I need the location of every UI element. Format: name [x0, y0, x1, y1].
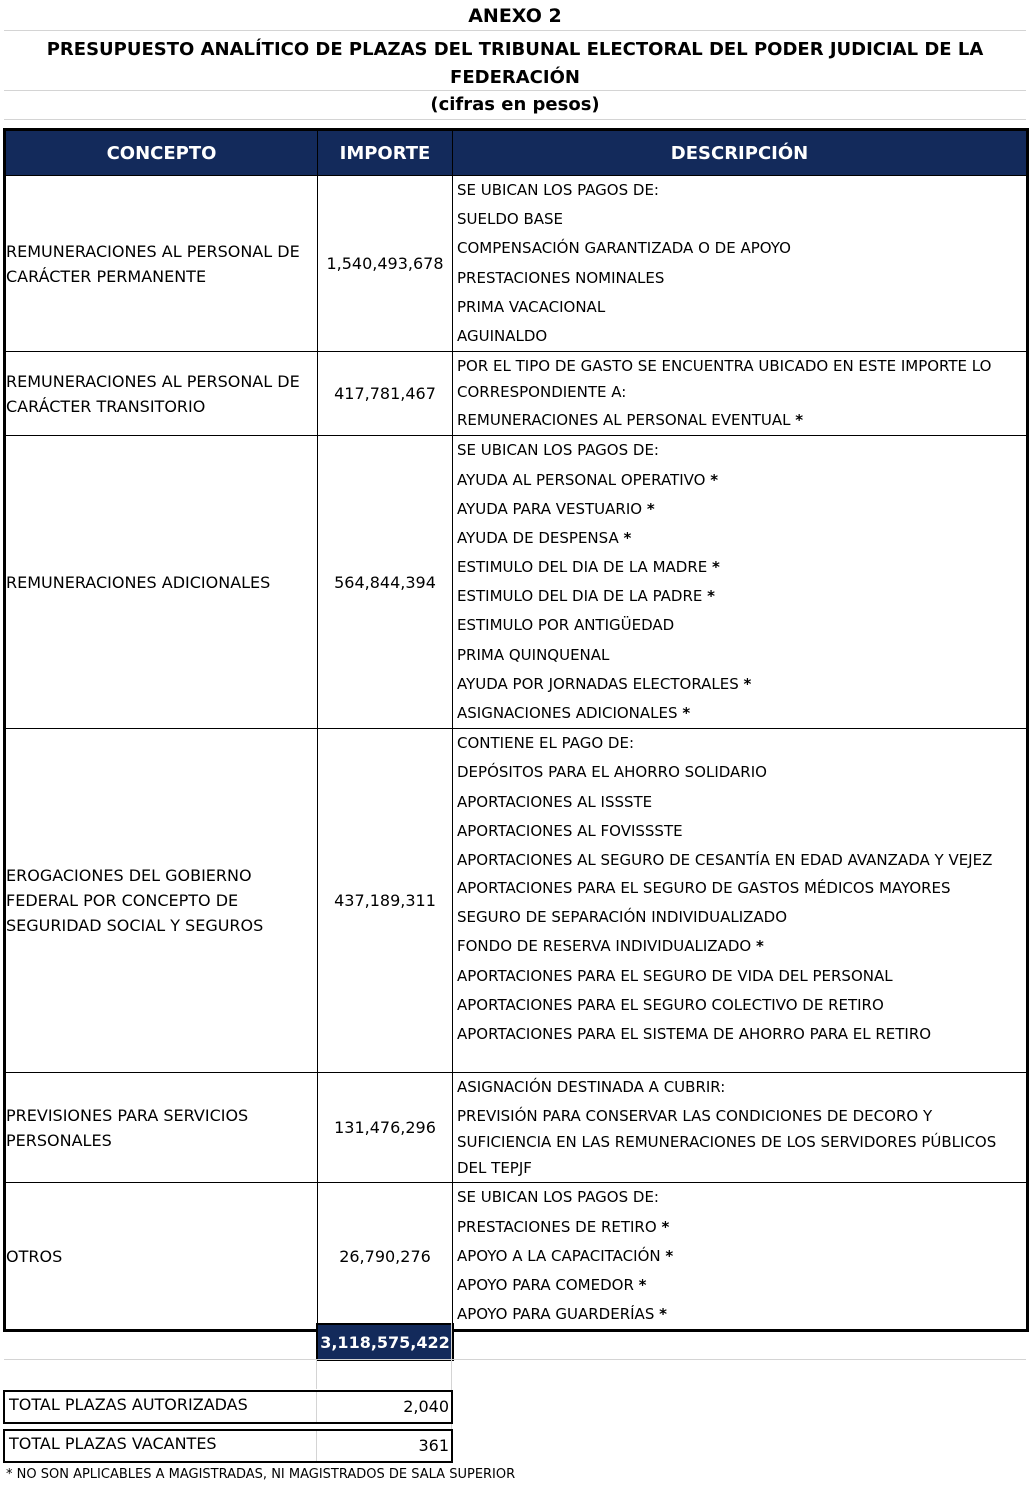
importe-cell: 26,790,276 [318, 1183, 453, 1331]
descripcion-cell [453, 352, 1028, 436]
descripcion-line [453, 611, 1026, 640]
descripcion-line [453, 234, 1026, 263]
table-row [5, 1073, 1028, 1183]
descripcion-line [453, 932, 1026, 961]
descripcion-line [453, 1271, 1026, 1300]
descripcion-text: PRESTACIONES DE RETIRO [457, 1217, 657, 1236]
descripcion-line [453, 406, 1026, 435]
asterisk-mark: * [682, 704, 691, 722]
descripcion-text: POR EL TIPO DE GASTO SE ENCUENTRA UBICADO EN ESTE IMPORTE LO CORRESPONDIENTE A: [457, 357, 992, 402]
descripcion-text: APORTACIONES PARA EL SISTEMA DE AHORRO PARA EL RETIRO [457, 1024, 932, 1043]
annex-label: ANEXO 2 [468, 5, 562, 27]
descripcion-cell [453, 729, 1028, 1073]
concepto-cell: PREVISIONES PARA SERVICIOS PERSONALES [5, 1073, 318, 1183]
descripcion-line [453, 1183, 1026, 1212]
descripcion-text: ASIGNACIONES ADICIONALES [457, 704, 678, 722]
descripcion-text: ESTIMULO DEL DIA DE LA MADRE [457, 558, 708, 577]
descripcion-line [453, 582, 1026, 611]
descripcion-line [453, 846, 1026, 874]
footnote: * NO SON APLICABLES A MAGISTRADAS, NI MAGISTRADOS DE SALA SUPERIOR [6, 1467, 516, 1482]
asterisk-mark: * [707, 587, 716, 606]
importe-cell: 417,781,467 [318, 352, 453, 436]
descripcion-line [453, 817, 1026, 846]
concepto-cell: REMUNERACIONES AL PERSONAL DE CARÁCTER PERMANENTE [5, 176, 318, 352]
descripcion-text: SE UBICAN LOS PAGOS DE: [457, 181, 659, 199]
descripcion-text: FONDO DE RESERVA INDIVIDUALIZADO [457, 937, 752, 956]
descripcion-text: APORTACIONES AL SEGURO DE CESANTÍA EN EDAD AVANZADA Y VEJEZ [457, 850, 993, 869]
descripcion-text: SE UBICAN LOS PAGOS DE: [457, 1188, 659, 1207]
descripcion-line [453, 641, 1026, 670]
budget-table [3, 128, 1029, 1332]
descripcion-text: APORTACIONES AL ISSSTE [457, 792, 653, 811]
descripcion-line [453, 293, 1026, 322]
gridline [316, 1359, 317, 1389]
descripcion-line [453, 352, 1026, 406]
descripcion-text: CONTIENE EL PAGO DE: [457, 734, 634, 753]
descripcion-cell [453, 1073, 1028, 1183]
descripcion-text: ASIGNACIÓN DESTINADA A CUBRIR: [457, 1078, 726, 1097]
grand-total: 3,118,575,422 [316, 1323, 454, 1361]
descripcion-text: APORTACIONES PARA EL SEGURO COLECTIVO DE RETIRO [457, 995, 884, 1014]
importe-cell: 1,540,493,678 [318, 176, 453, 352]
asterisk-mark: * [623, 528, 632, 547]
descripcion-text: APOYO PARA COMEDOR [457, 1275, 634, 1294]
descripcion-line [453, 788, 1026, 817]
descripcion-text: APORTACIONES AL FOVISSSTE [457, 821, 683, 840]
importe-cell: 131,476,296 [318, 1073, 453, 1183]
column-header-importe: IMPORTE [318, 130, 453, 176]
asterisk-mark: * [665, 1246, 674, 1265]
concepto-cell: REMUNERACIONES AL PERSONAL DE CARÁCTER TRANSITORIO [5, 352, 318, 436]
table-row [5, 352, 1028, 436]
document-subtitle: (cifras en pesos) [430, 94, 600, 115]
asterisk-mark: * [659, 1305, 667, 1324]
cell-divider [316, 1392, 317, 1422]
importe-cell: 437,189,311 [318, 729, 453, 1073]
descripcion-line [453, 874, 1026, 903]
descripcion-text: AYUDA POR JORNADAS ELECTORALES [457, 674, 739, 693]
descripcion-text: REMUNERACIONES AL PERSONAL EVENTUAL [457, 411, 791, 430]
asterisk-mark: * [710, 470, 719, 489]
summary-authorized-label: TOTAL PLAZAS AUTORIZADAS [9, 1395, 248, 1414]
descripcion-text: APORTACIONES PARA EL SEGURO DE GASTOS MÉDICOS MAYORES [457, 878, 951, 897]
descripcion-line [453, 524, 1026, 553]
descripcion-line [453, 322, 1026, 351]
descripcion-text: AYUDA DE DESPENSA [457, 528, 619, 547]
concepto-cell: REMUNERACIONES ADICIONALES [5, 436, 318, 729]
concepto-cell: EROGACIONES DEL GOBIERNO FEDERAL POR CONCEPTO DE SEGURIDAD SOCIAL Y SEGUROS [5, 729, 318, 1073]
document-title: PRESUPUESTO ANALÍTICO DE PLAZAS DEL TRIBUNAL ELECTORAL DEL PODER JUDICIAL DE LA FEDERACIÓN [46, 39, 984, 88]
descripcion-line [453, 729, 1026, 758]
descripcion-line [453, 991, 1026, 1020]
summary-vacant-label: TOTAL PLAZAS VACANTES [9, 1434, 217, 1453]
descripcion-text: SUELDO BASE [457, 210, 564, 229]
gridline [4, 30, 1026, 31]
descripcion-line [453, 264, 1026, 293]
descripcion-text: AYUDA PARA VESTUARIO [457, 499, 643, 518]
table-row [5, 1183, 1028, 1331]
descripcion-line [453, 1300, 1026, 1329]
descripcion-text: APORTACIONES PARA EL SEGURO DE VIDA DEL PERSONAL [457, 966, 893, 985]
descripcion-text: PREVISIÓN PARA CONSERVAR LAS CONDICIONES DE DECORO Y SUFICIENCIA EN LAS REMUNERACIONES DE LOS SERVIDORES PÚBLICOS DEL TEPJF [457, 1107, 997, 1178]
concepto-cell: OTROS [5, 1183, 318, 1331]
asterisk-mark: * [646, 499, 655, 518]
asterisk-mark: * [755, 937, 764, 956]
descripcion-line [453, 1020, 1026, 1049]
descripcion-text: COMPENSACIÓN GARANTIZADA O DE APOYO [457, 239, 791, 258]
descripcion-line [453, 553, 1026, 582]
importe-cell: 564,844,394 [318, 436, 453, 729]
summary-authorized-box [3, 1390, 453, 1424]
descripcion-text: AYUDA AL PERSONAL OPERATIVO [457, 470, 706, 489]
descripcion-line [453, 1242, 1026, 1271]
gridline [4, 90, 1026, 91]
descripcion-text: ESTIMULO POR ANTIGÜEDAD [457, 616, 675, 635]
descripcion-line [453, 962, 1026, 991]
descripcion-text: APOYO A LA CAPACITACIÓN [457, 1246, 661, 1265]
gridline [4, 1359, 1026, 1360]
descripcion-line [453, 495, 1026, 524]
descripcion-line [453, 205, 1026, 234]
summary-vacant-box [3, 1429, 453, 1463]
descripcion-cell [453, 436, 1028, 729]
column-header-concepto: CONCEPTO [5, 130, 318, 176]
descripcion-line [453, 758, 1026, 787]
descripcion-text: SEGURO DE SEPARACIÓN INDIVIDUALIZADO [457, 908, 788, 927]
table-header-row [5, 130, 1028, 176]
descripcion-line [453, 436, 1026, 465]
descripcion-line [453, 699, 1026, 728]
descripcion-text: DEPÓSITOS PARA EL AHORRO SOLIDARIO [457, 763, 767, 782]
descripcion-text: SE UBICAN LOS PAGOS DE: [457, 441, 659, 460]
asterisk-mark: * [743, 674, 752, 693]
descripcion-text: AGUINALDO [457, 326, 548, 345]
summary-authorized-value: 2,040 [403, 1397, 449, 1416]
descripcion-text: PRESTACIONES NOMINALES [457, 268, 665, 287]
descripcion-line [453, 670, 1026, 699]
asterisk-mark: * [638, 1275, 647, 1294]
descripcion-line [453, 1213, 1026, 1242]
descripcion-line [453, 176, 1026, 205]
asterisk-mark: * [795, 411, 804, 430]
gridline [4, 119, 1026, 120]
descripcion-line [453, 1102, 1026, 1182]
descripcion-cell [453, 1183, 1028, 1331]
cell-divider [316, 1431, 317, 1461]
descripcion-text: PRIMA QUINQUENAL [457, 645, 610, 664]
descripcion-text: ESTIMULO DEL DIA DE LA PADRE [457, 587, 703, 606]
descripcion-line [453, 466, 1026, 495]
table-row [5, 729, 1028, 1073]
asterisk-mark: * [712, 558, 720, 577]
descripcion-text: PRIMA VACACIONAL [457, 297, 606, 316]
descripcion-cell [453, 176, 1028, 352]
column-header-descripcion: DESCRIPCIÓN [453, 130, 1028, 176]
asterisk-mark: * [661, 1217, 670, 1236]
summary-vacant-value: 361 [418, 1436, 449, 1455]
descripcion-text: APOYO PARA GUARDERÍAS [457, 1305, 655, 1324]
descripcion-line [453, 1073, 1026, 1102]
table-row [5, 176, 1028, 352]
table-row [5, 436, 1028, 729]
descripcion-line [453, 903, 1026, 932]
